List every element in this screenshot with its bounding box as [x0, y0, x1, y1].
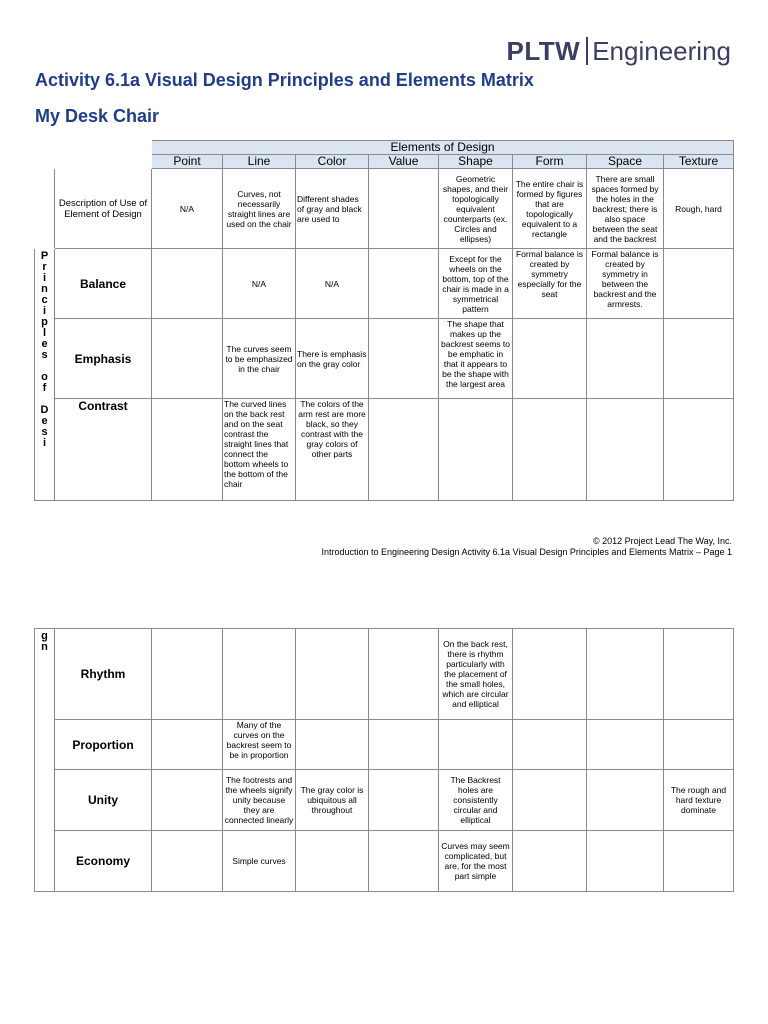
matrix-cell	[369, 720, 439, 770]
matrix-cell	[152, 770, 223, 831]
row-label-balance: Balance	[55, 249, 152, 319]
side-label-char: o	[41, 371, 48, 383]
matrix-cell	[369, 831, 439, 892]
matrix-cell	[513, 831, 587, 892]
side-label-char: P	[40, 250, 49, 262]
matrix-cell	[369, 249, 439, 319]
matrix-cell: The gray color is ubiquitous all throughout	[296, 770, 369, 831]
matrix-cell	[152, 831, 223, 892]
matrix-cell	[587, 720, 664, 770]
design-matrix-page-1	[34, 140, 734, 501]
matrix-cell	[513, 720, 587, 770]
matrix-cell	[513, 319, 587, 399]
matrix-cell	[152, 319, 223, 399]
row-label-proportion: Proportion	[55, 720, 152, 770]
description-cell: Different shades of gray and black are used to	[296, 169, 369, 249]
matrix-cell	[664, 720, 734, 770]
matrix-cell	[587, 399, 664, 501]
side-label-char: p	[41, 316, 48, 328]
logo-divider	[586, 37, 588, 65]
blank-cell	[35, 169, 55, 249]
matrix-cell	[152, 629, 223, 720]
matrix-cell	[587, 770, 664, 831]
matrix-cell: There is emphasis on the gray color	[296, 319, 369, 399]
matrix-cell	[513, 399, 587, 501]
principles-side-label	[35, 249, 55, 501]
side-label-char: c	[41, 294, 48, 306]
matrix-cell	[152, 720, 223, 770]
column-header: Line	[223, 155, 296, 169]
side-label-char: s	[41, 426, 48, 438]
row-label-contrast: Contrast	[55, 399, 152, 501]
matrix-cell	[152, 249, 223, 319]
matrix-cell: Simple curves	[223, 831, 296, 892]
row-label-unity: Unity	[55, 770, 152, 831]
elements-of-design-heading: Elements of Design	[152, 141, 734, 155]
column-header: Form	[513, 155, 587, 169]
matrix-cell	[513, 770, 587, 831]
matrix-cell: Many of the curves on the backrest seem to be in proportion	[223, 720, 296, 770]
pltw-engineering-logo	[507, 36, 732, 66]
matrix-cell	[587, 319, 664, 399]
column-header: Shape	[439, 155, 513, 169]
column-header: Space	[587, 155, 664, 169]
matrix-cell	[587, 831, 664, 892]
matrix-cell	[369, 770, 439, 831]
side-label-char: g	[41, 630, 48, 642]
matrix-cell	[664, 249, 734, 319]
description-cell: Geometric shapes, and their topologically equivalent counterparts (ex. Circles and ellipses)	[439, 169, 513, 249]
row-label-economy: Economy	[55, 831, 152, 892]
description-cell	[369, 169, 439, 249]
logo-product: Engineering	[592, 35, 731, 66]
matrix-cell	[296, 720, 369, 770]
matrix-cell	[513, 629, 587, 720]
side-label-char: i	[42, 272, 47, 284]
matrix-cell: The shape that makes up the backrest seems to be emphatic in that it appears to be the shape with the largest area	[439, 319, 513, 399]
matrix-cell	[369, 319, 439, 399]
side-label-char: D	[40, 404, 49, 416]
matrix-cell	[587, 629, 664, 720]
matrix-cell: On the back rest, there is rhythm particularly with the placement of the small holes, which are circular and elliptical	[439, 629, 513, 720]
matrix-cell	[439, 399, 513, 501]
matrix-cell	[664, 831, 734, 892]
side-label-char: l	[42, 327, 47, 339]
document-title: Activity 6.1a Visual Design Principles and Elements Matrix	[35, 70, 534, 90]
side-label-char: s	[41, 349, 48, 361]
matrix-cell: Formal balance is created by symmetry especially for the seat	[513, 249, 587, 319]
side-label-char: e	[41, 338, 48, 350]
blank-corner	[35, 155, 152, 169]
matrix-cell: N/A	[223, 249, 296, 319]
description-cell: There are small spaces formed by the holes in the backrest; there is also space between the seat and the backrest	[587, 169, 664, 249]
page-footer: Introduction to Engineering Design Activity 6.1a Visual Design Principles and Elements Matrix – Page 1	[321, 547, 732, 557]
matrix-cell: The curved lines on the back rest and on the seat contrast the straight lines that connect the bottom wheels to the bottom of the chair	[223, 399, 296, 501]
side-label-char: e	[41, 415, 48, 427]
matrix-cell: The colors of the arm rest are more black, so they contrast with the gray colors of other parts	[296, 399, 369, 501]
matrix-cell	[296, 831, 369, 892]
matrix-cell: The Backrest holes are consistently circular and elliptical	[439, 770, 513, 831]
side-label-char: r	[42, 261, 47, 273]
copyright-line: © 2012 Project Lead The Way, Inc.	[592, 536, 732, 546]
matrix-cell: The curves seem to be emphasized in the chair	[223, 319, 296, 399]
description-cell: The entire chair is formed by figures that are topologically equivalent to a rectangle	[513, 169, 587, 249]
matrix-cell	[664, 399, 734, 501]
design-matrix-page-2	[34, 628, 734, 892]
matrix-cell	[296, 629, 369, 720]
side-label-char: n	[41, 283, 48, 295]
document-subtitle: My Desk Chair	[35, 106, 160, 126]
side-label-char: f	[42, 382, 47, 394]
principles-side-label-continued	[35, 629, 55, 892]
row-label-rhythm: Rhythm	[55, 629, 152, 720]
matrix-cell: Formal balance is created by symmetry in between the backrest and the armrests.	[587, 249, 664, 319]
matrix-cell	[369, 399, 439, 501]
matrix-cell	[369, 629, 439, 720]
side-label-char: n	[41, 641, 48, 653]
column-header: Value	[369, 155, 439, 169]
matrix-cell	[439, 720, 513, 770]
side-label-char: i	[42, 437, 47, 449]
blank-corner	[35, 141, 152, 155]
description-cell: Rough, hard	[664, 169, 734, 249]
description-cell: Curves, not necessarily straight lines are used on the chair	[223, 169, 296, 249]
matrix-cell	[152, 399, 223, 501]
matrix-cell: Except for the wheels on the bottom, top of the chair is made in a symmetrical pattern	[439, 249, 513, 319]
matrix-cell	[223, 629, 296, 720]
matrix-cell: The rough and hard texture dominate	[664, 770, 734, 831]
column-header: Color	[296, 155, 369, 169]
description-label: Description of Use of Element of Design	[55, 169, 152, 249]
matrix-cell	[664, 319, 734, 399]
matrix-cell: N/A	[296, 249, 369, 319]
matrix-cell: Curves may seem complicated, but are, for the most part simple	[439, 831, 513, 892]
column-header: Texture	[664, 155, 734, 169]
matrix-cell	[664, 629, 734, 720]
logo-brand: PLTW	[506, 35, 581, 66]
side-label-char: i	[42, 305, 47, 317]
matrix-cell: The footrests and the wheels signify unity because they are connected linearly	[223, 770, 296, 831]
description-cell: N/A	[152, 169, 223, 249]
column-header: Point	[152, 155, 223, 169]
row-label-emphasis: Emphasis	[55, 319, 152, 399]
